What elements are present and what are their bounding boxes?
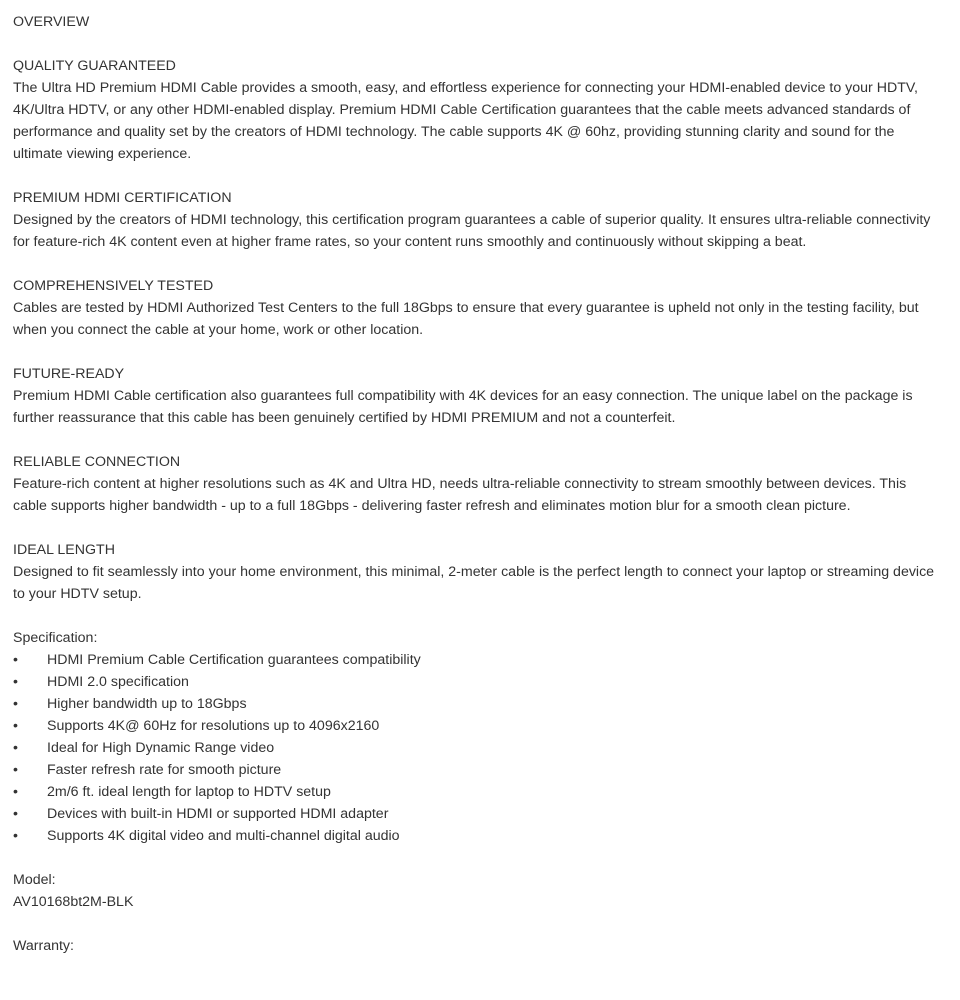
section-body: Designed by the creators of HDMI technology, this certification program guarantees a cable of superior quality. It ensures ultra-reliable connectivity for feature-rich 4K content even at higher frame rates, so your content runs smoothly and continuously without skipping a beat. [13,212,931,250]
bullet-icon: • [13,696,18,712]
overview-title: OVERVIEW [13,14,90,30]
spacer [13,847,943,869]
warranty-block [13,935,943,957]
list-item [13,737,943,759]
bullet-icon: • [13,806,18,822]
spacer [13,517,943,539]
list-item-text: HDMI Premium Cable Certification guarantees compatibility [47,652,421,668]
bullet-icon: • [13,740,18,756]
section-heading: IDEAL LENGTH [13,542,115,558]
list-item [13,649,943,671]
list-item [13,759,943,781]
list-item-text: Ideal for High Dynamic Range video [47,740,275,756]
list-item-text: Higher bandwidth up to 18Gbps [47,696,247,712]
section-future-ready [13,363,943,429]
warranty-label: Warranty: [13,938,74,954]
list-item [13,781,943,803]
spacer [13,33,943,55]
spacer [13,165,943,187]
bullet-icon: • [13,674,18,690]
list-item-text: 2m/6 ft. ideal length for laptop to HDTV setup [47,784,331,800]
section-body: Feature-rich content at higher resolutions such as 4K and Ultra HD, needs ultra-reliable connectivity to stream smoothly between devices. This cable supports higher bandwidth - up to a full 18Gbps - delivering faster refresh and eliminates motion blur for a smooth clean picture. [13,476,907,514]
bullet-icon: • [13,828,18,844]
bullet-icon: • [13,762,18,778]
section-body: Cables are tested by HDMI Authorized Test Centers to the full 18Gbps to ensure that every guarantee is upheld not only in the testing facility, but when you connect the cable at your home, work or other location. [13,300,919,338]
list-item-text: Devices with built-in HDMI or supported HDMI adapter [47,806,389,822]
section-heading: QUALITY GUARANTEED [13,58,176,74]
specification-list [13,649,943,847]
specification-block [13,627,943,847]
list-item-text: Supports 4K@ 60Hz for resolutions up to 4096x2160 [47,718,380,734]
section-heading: RELIABLE CONNECTION [13,454,181,470]
section-body: Premium HDMI Cable certification also guarantees full compatibility with 4K devices for an easy connection. The unique label on the package is further reassurance that this cable has been genuinely certified by HDMI PREMIUM and not a counterfeit. [13,388,913,426]
spacer [13,341,943,363]
list-item [13,671,943,693]
list-item [13,693,943,715]
section-heading: COMPREHENSIVELY TESTED [13,278,214,294]
section-ideal-length [13,539,943,605]
list-item [13,825,943,847]
model-label: Model: [13,872,56,888]
list-item [13,803,943,825]
section-body: Designed to fit seamlessly into your home environment, this minimal, 2-meter cable is the perfect length to connect your laptop or streaming device to your HDTV setup. [13,564,935,602]
section-body: The Ultra HD Premium HDMI Cable provides a smooth, easy, and effortless experience for connecting your HDMI-enabled device to your HDTV, 4K/Ultra HDTV, or any other HDMI-enabled display. Premium HDMI Cable Certification guarantees that the cable meets advanced standards of performance and quality set by the creators of HDMI technology. The cable supports 4K @ 60hz, providing stunning clarity and sound for the ultimate viewing experience. [13,80,918,162]
section-reliable-connection [13,451,943,517]
bullet-icon: • [13,718,18,734]
section-comprehensively-tested [13,275,943,341]
bullet-icon: • [13,652,18,668]
model-value: AV10168bt2M-BLK [13,894,134,910]
section-quality-guaranteed [13,55,943,165]
product-description [13,11,943,957]
spacer [13,429,943,451]
list-item-text: HDMI 2.0 specification [47,674,189,690]
bullet-icon: • [13,784,18,800]
list-item [13,715,943,737]
spacer [13,605,943,627]
spacer [13,913,943,935]
model-block [13,869,943,913]
list-item-text: Faster refresh rate for smooth picture [47,762,282,778]
section-premium-hdmi-certification [13,187,943,253]
specification-label: Specification: [13,630,98,646]
list-item-text: Supports 4K digital video and multi-channel digital audio [47,828,400,844]
spacer [13,253,943,275]
section-heading: FUTURE-READY [13,366,125,382]
section-heading: PREMIUM HDMI CERTIFICATION [13,190,232,206]
